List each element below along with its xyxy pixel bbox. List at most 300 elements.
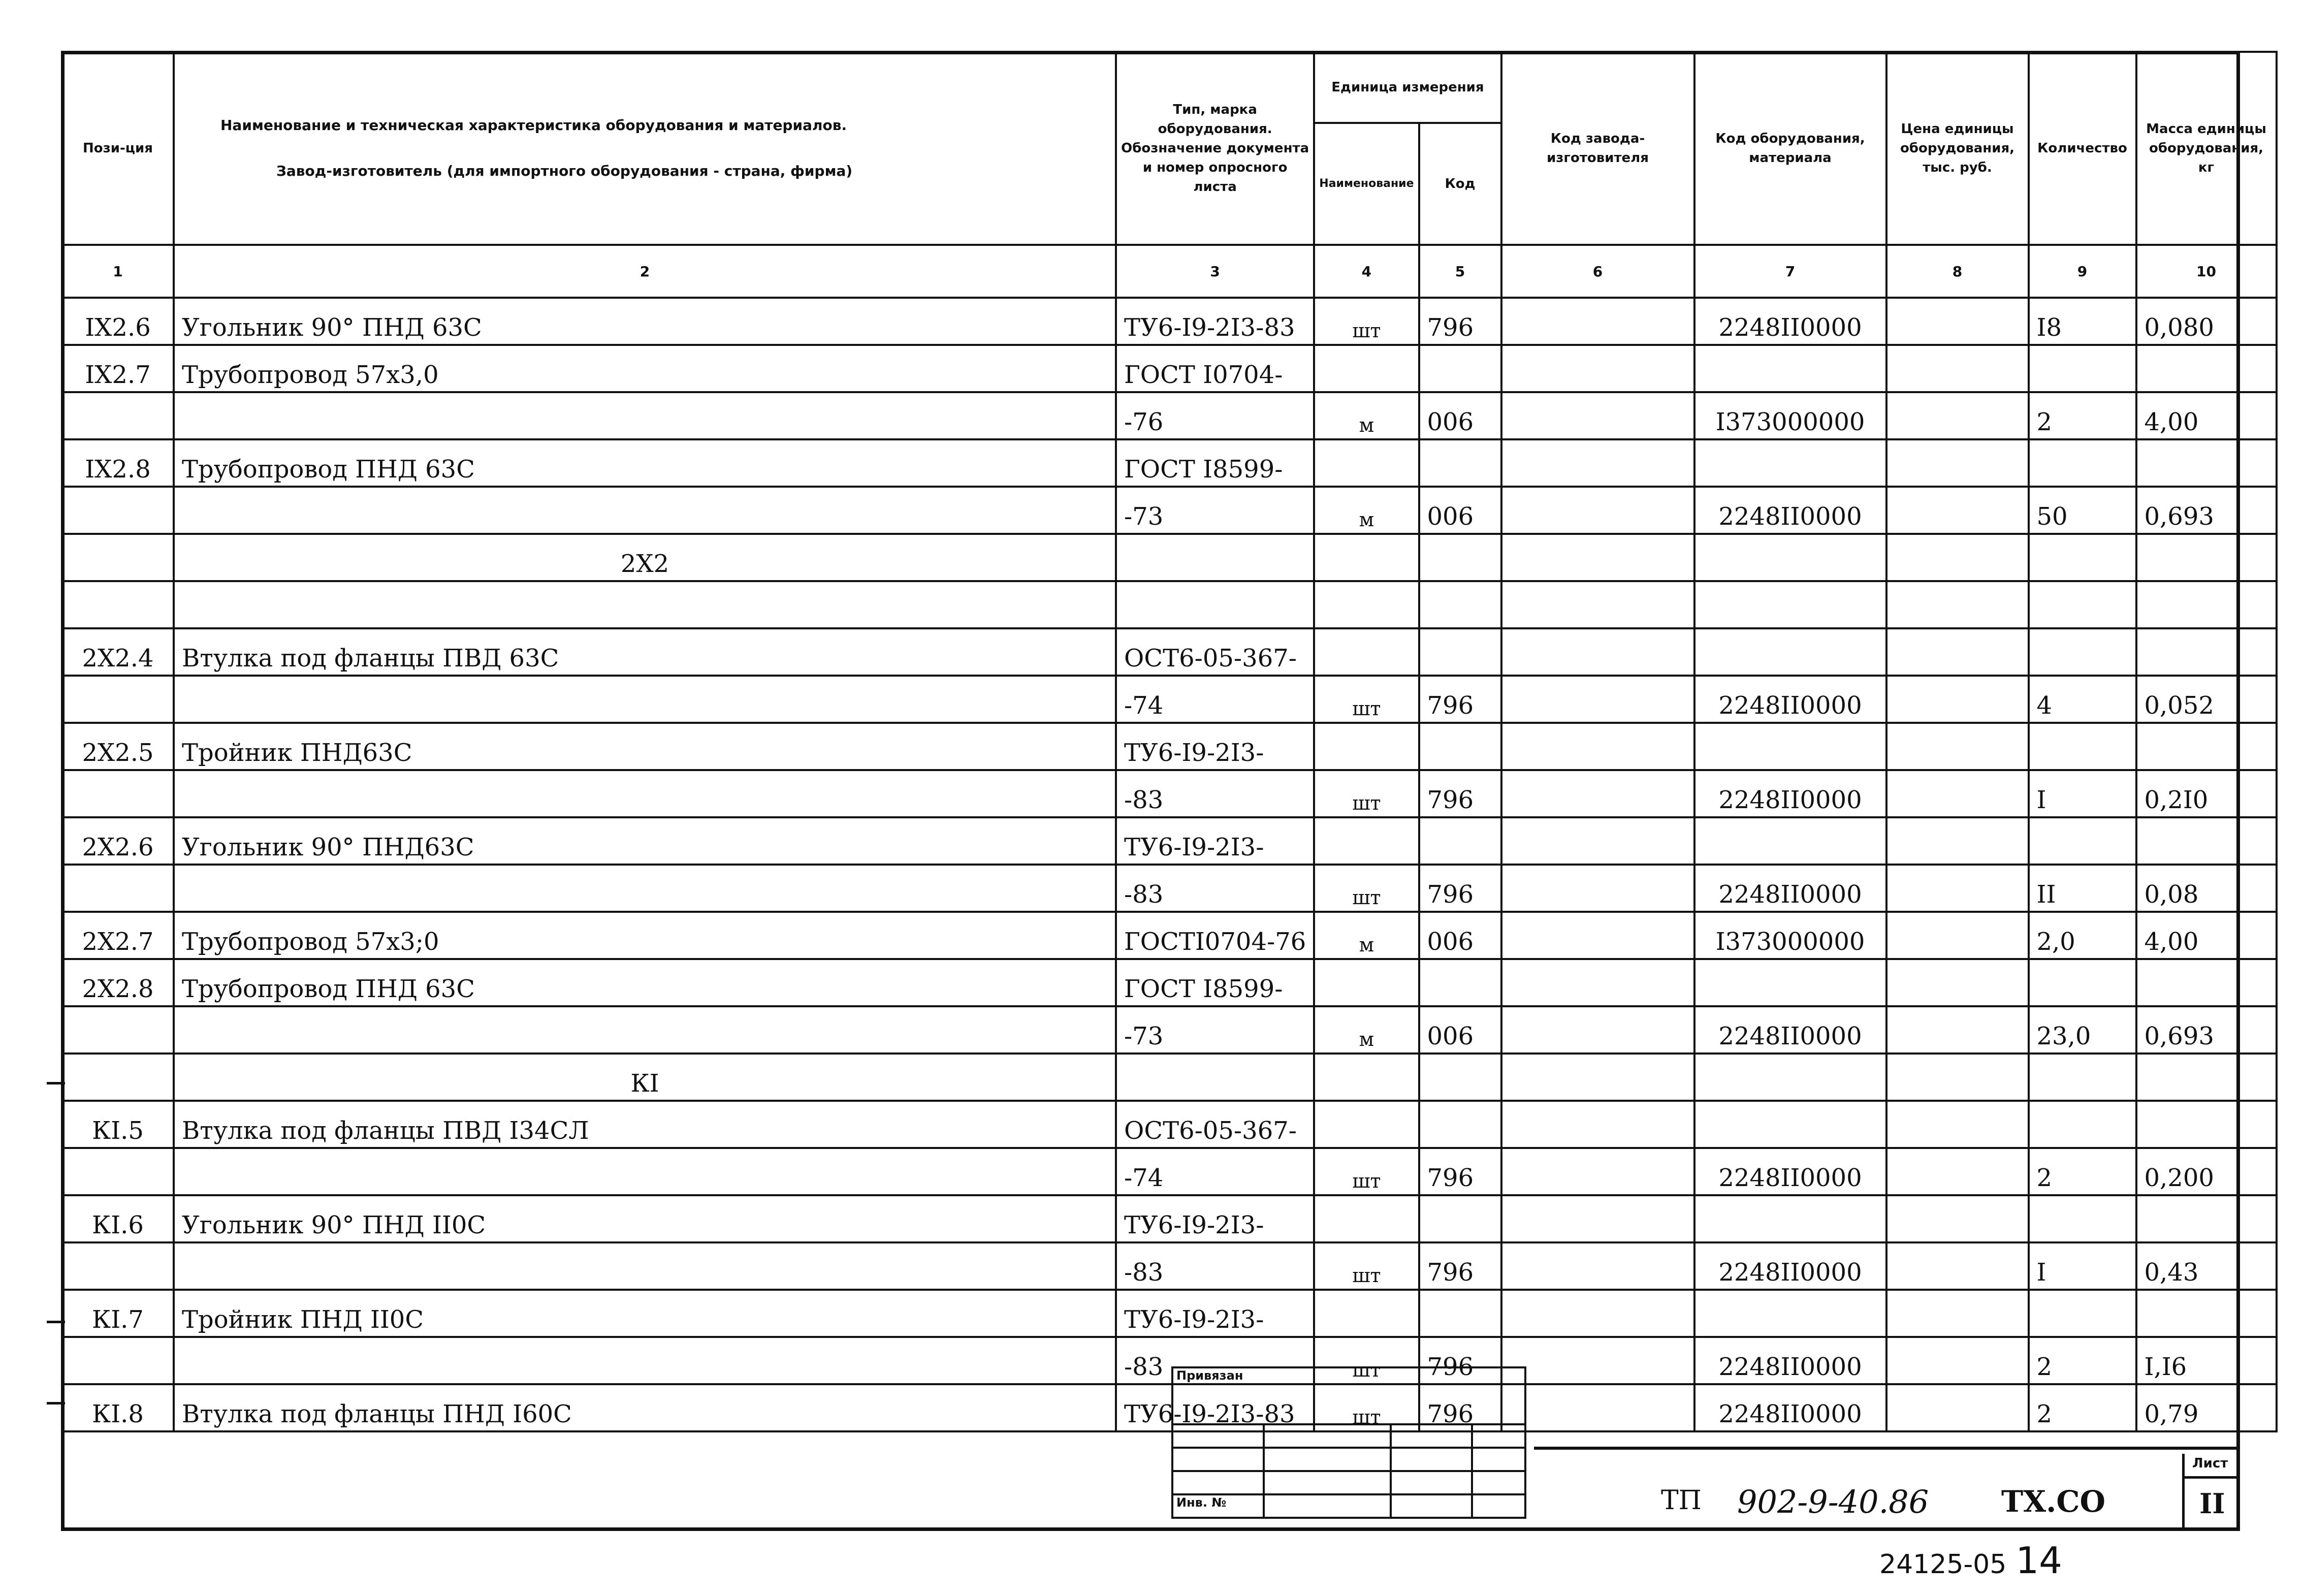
- position-cell: [62, 676, 174, 723]
- quantity-cell: I8: [2029, 298, 2136, 345]
- price-cell: [1886, 723, 2029, 770]
- position-cell: КI.7: [62, 1290, 174, 1337]
- unit-code-cell: 796: [1419, 865, 1501, 912]
- approval-stamp: [1171, 1366, 1526, 1519]
- document-code: 902-9-40.86: [1737, 1483, 1929, 1520]
- header-name-line1: Наименование и техническая характеристика оборудования и материалов.: [220, 117, 847, 134]
- unit-name-cell: м: [1314, 1006, 1419, 1054]
- unit-name-cell: [1314, 817, 1419, 865]
- price-cell: [1886, 1101, 2029, 1148]
- position-cell: 2Х2.7: [62, 912, 174, 959]
- unit-code-cell: 796: [1419, 298, 1501, 345]
- table-row: [62, 865, 2277, 912]
- position-cell: IX2.7: [62, 345, 174, 392]
- unit-name-cell: [1314, 1195, 1419, 1242]
- position-cell: [62, 1242, 174, 1290]
- unit-name-cell: м: [1314, 487, 1419, 534]
- mass-cell: [2136, 439, 2277, 487]
- table-row: [62, 1337, 2277, 1384]
- type-cell: -83: [1116, 1337, 1314, 1384]
- unit-name-cell: шт: [1314, 1242, 1419, 1290]
- price-cell: [1886, 487, 2029, 534]
- header-price: Цена единицы оборудования, тыс. руб.: [1886, 52, 2029, 245]
- archive-number: 24125-05: [1879, 1549, 2007, 1580]
- price-cell: [1886, 581, 2029, 628]
- quantity-cell: [2029, 817, 2136, 865]
- unit-code-cell: 796: [1419, 676, 1501, 723]
- header-type: Тип, марка оборудования. Обозначение документа и номер опросного листа: [1116, 52, 1314, 245]
- position-cell: [62, 865, 174, 912]
- document-prefix-text: ТП: [1661, 1485, 1702, 1516]
- margin-tick: [47, 1082, 65, 1084]
- stamp-inventory-label: Инв. №: [1172, 1494, 1264, 1518]
- table-row: [62, 1290, 2277, 1337]
- unit-code-cell: 796: [1419, 770, 1501, 817]
- table-row: [62, 959, 2277, 1006]
- unit-code-cell: [1419, 1290, 1501, 1337]
- table-row: [62, 298, 2277, 345]
- price-cell: [1886, 959, 2029, 1006]
- name-cell: [174, 487, 1116, 534]
- unit-name-cell: [1314, 723, 1419, 770]
- plant-code-cell: [1501, 1148, 1694, 1195]
- price-cell: [1886, 1195, 2029, 1242]
- unit-code-cell: [1419, 439, 1501, 487]
- mass-cell: 4,00: [2136, 912, 2277, 959]
- type-cell: ТУ6-I9-2I3-83: [1116, 298, 1314, 345]
- price-cell: [1886, 1384, 2029, 1431]
- plant-code-cell: [1501, 723, 1694, 770]
- plant-code-cell: [1501, 534, 1694, 581]
- mass-cell: [2136, 534, 2277, 581]
- header-unit-group: Единица измерения: [1314, 52, 1501, 123]
- equipment-code-cell: 2248II0000: [1694, 1006, 1886, 1054]
- quantity-cell: 2: [2029, 1337, 2136, 1384]
- archive-page: 14: [2015, 1539, 2062, 1582]
- quantity-cell: 50: [2029, 487, 2136, 534]
- name-cell: Трубопровод 57х3;0: [174, 912, 1116, 959]
- unit-code-cell: [1419, 345, 1501, 392]
- price-cell: [1886, 1006, 2029, 1054]
- equipment-code-cell: [1694, 1054, 1886, 1101]
- position-cell: [62, 1006, 174, 1054]
- unit-name-cell: м: [1314, 392, 1419, 439]
- equipment-code-cell: [1694, 1195, 1886, 1242]
- equipment-code-cell: 2248II0000: [1694, 676, 1886, 723]
- document-suffix: ТХ.СО: [2001, 1484, 2106, 1519]
- type-cell: -83: [1116, 770, 1314, 817]
- plant-code-cell: [1501, 1101, 1694, 1148]
- margin-tick: [47, 1402, 65, 1405]
- sheet-box-divider: [2182, 1476, 2240, 1479]
- price-cell: [1886, 628, 2029, 676]
- name-cell: Тройник ПНД63С: [174, 723, 1116, 770]
- header-position: Пози-ция: [62, 52, 174, 245]
- mass-cell: [2136, 628, 2277, 676]
- table-row: [62, 487, 2277, 534]
- plant-code-cell: [1501, 1337, 1694, 1384]
- plant-code-cell: [1501, 487, 1694, 534]
- price-cell: [1886, 1148, 2029, 1195]
- unit-name-cell: шт: [1314, 770, 1419, 817]
- mass-cell: [2136, 959, 2277, 1006]
- plant-code-cell: [1501, 439, 1694, 487]
- mass-cell: [2136, 581, 2277, 628]
- name-cell: Угольник 90° ПНД63С: [174, 817, 1116, 865]
- mass-cell: [2136, 723, 2277, 770]
- mass-cell: 0,693: [2136, 487, 2277, 534]
- unit-code-cell: [1419, 959, 1501, 1006]
- plant-code-cell: [1501, 298, 1694, 345]
- unit-code-cell: 796: [1419, 1337, 1501, 1384]
- quantity-cell: [2029, 439, 2136, 487]
- section-row: [62, 1054, 2277, 1101]
- quantity-cell: 2: [2029, 1384, 2136, 1431]
- price-cell: [1886, 298, 2029, 345]
- price-cell: [1886, 1337, 2029, 1384]
- col-number: 10: [2136, 245, 2277, 298]
- equipment-code-cell: [1694, 534, 1886, 581]
- type-cell: -74: [1116, 1148, 1314, 1195]
- equipment-code-cell: [1694, 628, 1886, 676]
- mass-cell: 0,08: [2136, 865, 2277, 912]
- name-cell: [174, 1337, 1116, 1384]
- type-cell: -76: [1116, 392, 1314, 439]
- name-cell: Трубопровод 57х3,0: [174, 345, 1116, 392]
- name-cell: [174, 1006, 1116, 1054]
- equipment-code-cell: 2248II0000: [1694, 1337, 1886, 1384]
- unit-code-cell: 006: [1419, 1006, 1501, 1054]
- unit-name-cell: [1314, 1054, 1419, 1101]
- equipment-code-cell: 2248II0000: [1694, 865, 1886, 912]
- equipment-code-cell: I373000000: [1694, 392, 1886, 439]
- name-cell: [174, 1242, 1116, 1290]
- mass-cell: [2136, 1101, 2277, 1148]
- header-mass: Масса единицы оборудования, кг: [2136, 52, 2277, 245]
- margin-tick: [47, 1321, 65, 1323]
- unit-code-cell: 796: [1419, 1384, 1501, 1431]
- type-cell: -83: [1116, 865, 1314, 912]
- position-cell: IX2.8: [62, 439, 174, 487]
- equipment-code-cell: 2248II0000: [1694, 1242, 1886, 1290]
- quantity-cell: [2029, 723, 2136, 770]
- unit-name-cell: [1314, 959, 1419, 1006]
- quantity-cell: [2029, 345, 2136, 392]
- unit-name-cell: м: [1314, 912, 1419, 959]
- type-cell: ГОСТI0704-76: [1116, 912, 1314, 959]
- name-cell: Втулка под фланцы ПВД I34СЛ: [174, 1101, 1116, 1148]
- table-body: [62, 298, 2277, 1431]
- unit-name-cell: [1314, 1101, 1419, 1148]
- unit-code-cell: [1419, 723, 1501, 770]
- name-cell: [174, 581, 1116, 628]
- unit-code-cell: 796: [1419, 1148, 1501, 1195]
- quantity-cell: 2: [2029, 1148, 2136, 1195]
- mass-cell: [2136, 1054, 2277, 1101]
- unit-name-cell: [1314, 534, 1419, 581]
- table-row: [62, 1101, 2277, 1148]
- table-header: [62, 52, 2277, 298]
- equipment-code-cell: [1694, 345, 1886, 392]
- table-row: [62, 770, 2277, 817]
- plant-code-cell: [1501, 1384, 1694, 1431]
- quantity-cell: 2,0: [2029, 912, 2136, 959]
- equipment-code-cell: 2248II0000: [1694, 770, 1886, 817]
- quantity-cell: I: [2029, 1242, 2136, 1290]
- price-cell: [1886, 439, 2029, 487]
- table-row: [62, 392, 2277, 439]
- plant-code-cell: [1501, 1054, 1694, 1101]
- header-unit-name: Наименование: [1314, 123, 1419, 245]
- name-cell: [174, 392, 1116, 439]
- position-cell: [62, 1337, 174, 1384]
- quantity-cell: [2029, 1290, 2136, 1337]
- mass-cell: [2136, 817, 2277, 865]
- name-cell: Трубопровод ПНД 63С: [174, 959, 1116, 1006]
- price-cell: [1886, 1054, 2029, 1101]
- table-row: [62, 723, 2277, 770]
- table-row: [62, 581, 2277, 628]
- type-cell: [1116, 581, 1314, 628]
- position-cell: 2Х2.8: [62, 959, 174, 1006]
- price-cell: [1886, 817, 2029, 865]
- mass-cell: 4,00: [2136, 392, 2277, 439]
- mass-cell: 0,43: [2136, 1242, 2277, 1290]
- position-cell: 2Х2.5: [62, 723, 174, 770]
- plant-code-cell: [1501, 392, 1694, 439]
- unit-name-cell: шт: [1314, 676, 1419, 723]
- equipment-code-cell: 2248II0000: [1694, 1384, 1886, 1431]
- quantity-cell: [2029, 959, 2136, 1006]
- type-cell: ОСТ6-05-367-: [1116, 1101, 1314, 1148]
- title-block-divider: [1534, 1447, 2240, 1450]
- unit-name-cell: [1314, 345, 1419, 392]
- unit-name-cell: шт: [1314, 1148, 1419, 1195]
- type-cell: -74: [1116, 676, 1314, 723]
- equipment-code-cell: 2248II0000: [1694, 298, 1886, 345]
- header-quantity: Количество: [2029, 52, 2136, 245]
- type-cell: [1116, 1054, 1314, 1101]
- quantity-cell: II: [2029, 865, 2136, 912]
- plant-code-cell: [1501, 1195, 1694, 1242]
- col-number: 4: [1314, 245, 1419, 298]
- table-row: [62, 817, 2277, 865]
- position-cell: [62, 1148, 174, 1195]
- unit-name-cell: [1314, 628, 1419, 676]
- table-row: [62, 676, 2277, 723]
- type-cell: [1116, 534, 1314, 581]
- position-cell: 2Х2.6: [62, 817, 174, 865]
- position-cell: [62, 487, 174, 534]
- section-row: [62, 534, 2277, 581]
- col-number: 9: [2029, 245, 2136, 298]
- type-cell: ТУ6-I9-2I3-: [1116, 1195, 1314, 1242]
- header-name-line2: Завод-изготовитель (для импортного оборудования - страна, фирма): [276, 163, 853, 179]
- name-cell: [174, 1148, 1116, 1195]
- equipment-code-cell: I373000000: [1694, 912, 1886, 959]
- unit-code-cell: [1419, 534, 1501, 581]
- position-cell: КI.8: [62, 1384, 174, 1431]
- price-cell: [1886, 676, 2029, 723]
- unit-code-cell: 006: [1419, 487, 1501, 534]
- quantity-cell: [2029, 534, 2136, 581]
- col-number: 3: [1116, 245, 1314, 298]
- type-cell: -83: [1116, 1242, 1314, 1290]
- table-row: [62, 345, 2277, 392]
- equipment-code-cell: 2248II0000: [1694, 487, 1886, 534]
- price-cell: [1886, 1242, 2029, 1290]
- position-cell: [62, 770, 174, 817]
- quantity-cell: [2029, 1195, 2136, 1242]
- equipment-code-cell: [1694, 723, 1886, 770]
- equipment-code-cell: [1694, 439, 1886, 487]
- plant-code-cell: [1501, 770, 1694, 817]
- name-cell: КI: [174, 1054, 1116, 1101]
- price-cell: [1886, 865, 2029, 912]
- position-cell: 2Х2.4: [62, 628, 174, 676]
- unit-name-cell: шт: [1314, 865, 1419, 912]
- unit-name-cell: [1314, 1290, 1419, 1337]
- type-cell: ГОСТ I8599-: [1116, 959, 1314, 1006]
- header-plant-code: Код завода-изготовителя: [1501, 52, 1694, 245]
- mass-cell: 0,693: [2136, 1006, 2277, 1054]
- quantity-cell: [2029, 628, 2136, 676]
- unit-name-cell: шт: [1314, 1337, 1419, 1384]
- equipment-code-cell: 2248II0000: [1694, 1148, 1886, 1195]
- plant-code-cell: [1501, 959, 1694, 1006]
- document-prefix: [1661, 1485, 1702, 1516]
- type-cell: ОСТ6-05-367-: [1116, 628, 1314, 676]
- type-cell: -73: [1116, 487, 1314, 534]
- unit-code-cell: [1419, 817, 1501, 865]
- plant-code-cell: [1501, 676, 1694, 723]
- unit-code-cell: 796: [1419, 1242, 1501, 1290]
- table-row: [62, 1242, 2277, 1290]
- mass-cell: 0,200: [2136, 1148, 2277, 1195]
- type-cell: ТУ6-I9-2I3-: [1116, 1290, 1314, 1337]
- type-cell: -73: [1116, 1006, 1314, 1054]
- equipment-code-cell: [1694, 959, 1886, 1006]
- plant-code-cell: [1501, 912, 1694, 959]
- plant-code-cell: [1501, 1006, 1694, 1054]
- name-cell: Втулка под фланцы ПНД I60С: [174, 1384, 1116, 1431]
- price-cell: [1886, 345, 2029, 392]
- name-cell: Втулка под фланцы ПВД 63С: [174, 628, 1116, 676]
- position-cell: IX2.6: [62, 298, 174, 345]
- unit-name-cell: [1314, 581, 1419, 628]
- name-cell: Трубопровод ПНД 63С: [174, 439, 1116, 487]
- mass-cell: [2136, 1290, 2277, 1337]
- specification-table: [61, 51, 2278, 1432]
- quantity-cell: 4: [2029, 676, 2136, 723]
- price-cell: [1886, 392, 2029, 439]
- equipment-code-cell: [1694, 1101, 1886, 1148]
- header-name: [174, 52, 1116, 245]
- quantity-cell: [2029, 1054, 2136, 1101]
- col-number: 1: [62, 245, 174, 298]
- type-cell: ТУ6-I9-2I3-83: [1116, 1384, 1314, 1431]
- col-number: 5: [1419, 245, 1501, 298]
- price-cell: [1886, 534, 2029, 581]
- plant-code-cell: [1501, 817, 1694, 865]
- type-cell: ТУ6-I9-2I3-: [1116, 817, 1314, 865]
- table-row: [62, 1384, 2277, 1431]
- name-cell: [174, 770, 1116, 817]
- plant-code-cell: [1501, 1290, 1694, 1337]
- unit-code-cell: [1419, 581, 1501, 628]
- name-cell: 2Х2: [174, 534, 1116, 581]
- unit-name-cell: шт: [1314, 1384, 1419, 1431]
- sheet-label: Лист: [2192, 1456, 2228, 1471]
- type-cell: ГОСТ I8599-: [1116, 439, 1314, 487]
- quantity-cell: 2: [2029, 392, 2136, 439]
- name-cell: [174, 676, 1116, 723]
- col-number: 7: [1694, 245, 1886, 298]
- position-cell: [62, 581, 174, 628]
- plant-code-cell: [1501, 581, 1694, 628]
- name-cell: Угольник 90° ПНД 63С: [174, 298, 1116, 345]
- type-cell: ГОСТ I0704-: [1116, 345, 1314, 392]
- table-row: [62, 1148, 2277, 1195]
- name-cell: Угольник 90° ПНД II0С: [174, 1195, 1116, 1242]
- plant-code-cell: [1501, 345, 1694, 392]
- header-unit-code: Код: [1419, 123, 1501, 245]
- mass-cell: I,I6: [2136, 1337, 2277, 1384]
- quantity-cell: [2029, 581, 2136, 628]
- col-number: 8: [1886, 245, 2029, 298]
- position-cell: [62, 392, 174, 439]
- position-cell: [62, 534, 174, 581]
- unit-code-cell: [1419, 1101, 1501, 1148]
- table-row: [62, 439, 2277, 487]
- unit-code-cell: 006: [1419, 912, 1501, 959]
- mass-cell: [2136, 345, 2277, 392]
- mass-cell: 0,080: [2136, 298, 2277, 345]
- unit-name-cell: [1314, 439, 1419, 487]
- header-equipment-code: Код оборудования, материала: [1694, 52, 1886, 245]
- price-cell: [1886, 912, 2029, 959]
- equipment-code-cell: [1694, 581, 1886, 628]
- table-row: [62, 1195, 2277, 1242]
- unit-code-cell: [1419, 1054, 1501, 1101]
- price-cell: [1886, 770, 2029, 817]
- position-cell: КI.6: [62, 1195, 174, 1242]
- unit-name-cell: шт: [1314, 298, 1419, 345]
- unit-code-cell: [1419, 628, 1501, 676]
- col-number: 6: [1501, 245, 1694, 298]
- stamp-attached-label: Привязан: [1172, 1367, 1525, 1424]
- column-numbers-row: [62, 245, 2277, 298]
- equipment-code-cell: [1694, 817, 1886, 865]
- position-cell: [62, 1054, 174, 1101]
- mass-cell: 0,79: [2136, 1384, 2277, 1431]
- name-cell: [174, 865, 1116, 912]
- plant-code-cell: [1501, 628, 1694, 676]
- archive-stamp: [1879, 1539, 2062, 1582]
- mass-cell: [2136, 1195, 2277, 1242]
- table-row: [62, 1006, 2277, 1054]
- price-cell: [1886, 1290, 2029, 1337]
- type-cell: ТУ6-I9-2I3-: [1116, 723, 1314, 770]
- table-row: [62, 628, 2277, 676]
- quantity-cell: [2029, 1101, 2136, 1148]
- position-cell: КI.5: [62, 1101, 174, 1148]
- plant-code-cell: [1501, 865, 1694, 912]
- equipment-code-cell: [1694, 1290, 1886, 1337]
- mass-cell: 0,2I0: [2136, 770, 2277, 817]
- quantity-cell: I: [2029, 770, 2136, 817]
- mass-cell: 0,052: [2136, 676, 2277, 723]
